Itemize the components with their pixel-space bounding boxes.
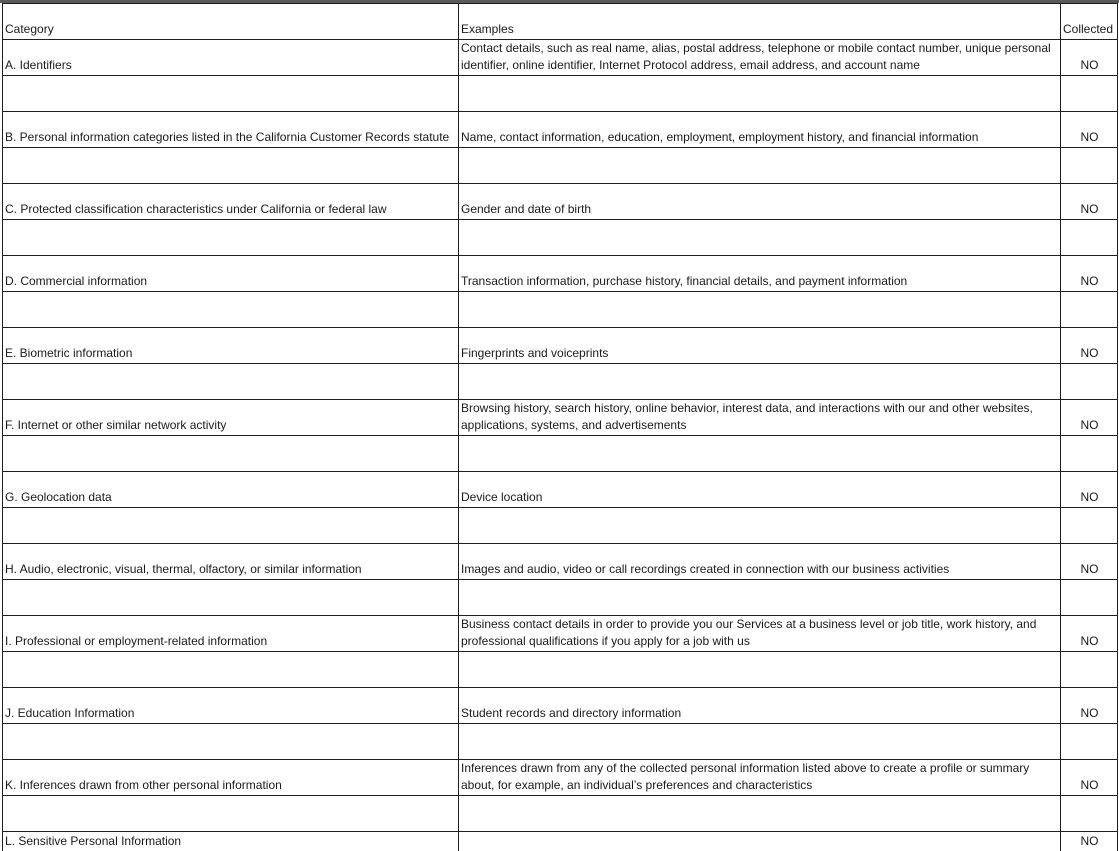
empty-row [3, 796, 1118, 832]
empty-row [3, 508, 1118, 544]
table-row [3, 184, 1118, 220]
header-cell-collected[interactable]: Collected [1061, 4, 1118, 40]
collected-cell[interactable]: NO [1061, 328, 1118, 364]
empty-cell[interactable] [459, 364, 1061, 400]
empty-cell[interactable] [3, 724, 459, 760]
empty-cell[interactable] [3, 508, 459, 544]
empty-cell[interactable] [459, 508, 1061, 544]
category-cell[interactable]: A. Identifiers [3, 40, 459, 76]
empty-cell[interactable] [1061, 436, 1118, 472]
collected-cell[interactable]: NO [1061, 400, 1118, 436]
examples-cell[interactable]: Device location [459, 472, 1061, 508]
category-cell[interactable]: K. Inferences drawn from other personal information [3, 760, 459, 796]
collected-cell[interactable]: NO [1061, 184, 1118, 220]
empty-cell[interactable] [1061, 796, 1118, 832]
empty-cell[interactable] [3, 436, 459, 472]
empty-cell[interactable] [1061, 724, 1118, 760]
examples-cell[interactable]: Name, contact information, education, employment, employment history, and financial information [459, 112, 1061, 148]
empty-row [3, 220, 1118, 256]
empty-cell[interactable] [3, 652, 459, 688]
empty-cell[interactable] [3, 220, 459, 256]
examples-cell[interactable]: Images and audio, video or call recordings created in connection with our business activities [459, 544, 1061, 580]
empty-cell[interactable] [3, 148, 459, 184]
table-row [3, 688, 1118, 724]
table-row [3, 832, 1118, 851]
empty-cell[interactable] [459, 580, 1061, 616]
table-row [3, 472, 1118, 508]
category-cell[interactable]: C. Protected classification characteristics under California or federal law [3, 184, 459, 220]
category-cell[interactable]: D. Commercial information [3, 256, 459, 292]
empty-cell[interactable] [3, 580, 459, 616]
empty-cell[interactable] [459, 652, 1061, 688]
empty-row [3, 724, 1118, 760]
collected-cell[interactable]: NO [1061, 544, 1118, 580]
empty-row [3, 364, 1118, 400]
examples-cell[interactable]: Browsing history, search history, online behavior, interest data, and interactions with our and other websites, applications, systems, and advertisements [459, 400, 1061, 436]
empty-row [3, 292, 1118, 328]
table-row [3, 328, 1118, 364]
empty-row [3, 148, 1118, 184]
category-cell[interactable]: B. Personal information categories listed in the California Customer Records statute [3, 112, 459, 148]
empty-cell[interactable] [1061, 580, 1118, 616]
empty-row [3, 436, 1118, 472]
table-row [3, 400, 1118, 436]
collected-cell[interactable]: NO [1061, 760, 1118, 796]
examples-cell[interactable]: Business contact details in order to provide you our Services at a business level or job title, work history, and professional qualifications if you apply for a job with us [459, 616, 1061, 652]
collected-cell[interactable]: NO [1061, 112, 1118, 148]
empty-cell[interactable] [1061, 292, 1118, 328]
empty-cell[interactable] [1061, 364, 1118, 400]
empty-cell[interactable] [1061, 220, 1118, 256]
empty-cell[interactable] [3, 796, 459, 832]
empty-cell[interactable] [3, 364, 459, 400]
empty-row [3, 76, 1118, 112]
table-header-row [3, 4, 1118, 40]
collected-cell[interactable]: NO [1061, 832, 1118, 851]
collected-cell[interactable]: NO [1061, 256, 1118, 292]
table-row [3, 760, 1118, 796]
empty-cell[interactable] [459, 436, 1061, 472]
table-row [3, 544, 1118, 580]
empty-row [3, 580, 1118, 616]
category-cell[interactable]: E. Biometric information [3, 328, 459, 364]
collected-cell[interactable]: NO [1061, 472, 1118, 508]
examples-cell[interactable]: Contact details, such as real name, alias, postal address, telephone or mobile contact number, unique personal identifier, online identifier, Internet Protocol address, email address, and account name [459, 40, 1061, 76]
examples-cell[interactable]: Inferences drawn from any of the collected personal information listed above to create a profile or summary about, for example, an individual’s preferences and characteristics [459, 760, 1061, 796]
examples-cell[interactable]: Fingerprints and voiceprints [459, 328, 1061, 364]
category-cell[interactable]: G. Geolocation data [3, 472, 459, 508]
category-cell[interactable]: F. Internet or other similar network activity [3, 400, 459, 436]
empty-cell[interactable] [459, 796, 1061, 832]
category-cell[interactable]: H. Audio, electronic, visual, thermal, olfactory, or similar information [3, 544, 459, 580]
empty-cell[interactable] [1061, 76, 1118, 112]
empty-cell[interactable] [459, 148, 1061, 184]
category-cell[interactable]: J. Education Information [3, 688, 459, 724]
empty-cell[interactable] [1061, 508, 1118, 544]
table-row [3, 616, 1118, 652]
category-cell[interactable]: L. Sensitive Personal Information [3, 832, 459, 851]
table-row [3, 112, 1118, 148]
examples-cell[interactable]: Student records and directory information [459, 688, 1061, 724]
empty-cell[interactable] [1061, 148, 1118, 184]
empty-cell[interactable] [459, 724, 1061, 760]
category-cell[interactable]: I. Professional or employment-related information [3, 616, 459, 652]
empty-row [3, 652, 1118, 688]
empty-cell[interactable] [3, 76, 459, 112]
empty-cell[interactable] [459, 76, 1061, 112]
data-table [2, 3, 1118, 851]
empty-cell[interactable] [1061, 652, 1118, 688]
collected-cell[interactable]: NO [1061, 616, 1118, 652]
empty-cell[interactable] [3, 292, 459, 328]
empty-cell[interactable] [459, 292, 1061, 328]
table-row [3, 40, 1118, 76]
examples-cell[interactable] [459, 832, 1061, 851]
examples-cell[interactable]: Gender and date of birth [459, 184, 1061, 220]
header-cell-category[interactable]: Category [3, 4, 459, 40]
collected-cell[interactable]: NO [1061, 688, 1118, 724]
table-row [3, 256, 1118, 292]
header-cell-examples[interactable]: Examples [459, 4, 1061, 40]
examples-cell[interactable]: Transaction information, purchase history, financial details, and payment information [459, 256, 1061, 292]
empty-cell[interactable] [459, 220, 1061, 256]
collected-cell[interactable]: NO [1061, 40, 1118, 76]
